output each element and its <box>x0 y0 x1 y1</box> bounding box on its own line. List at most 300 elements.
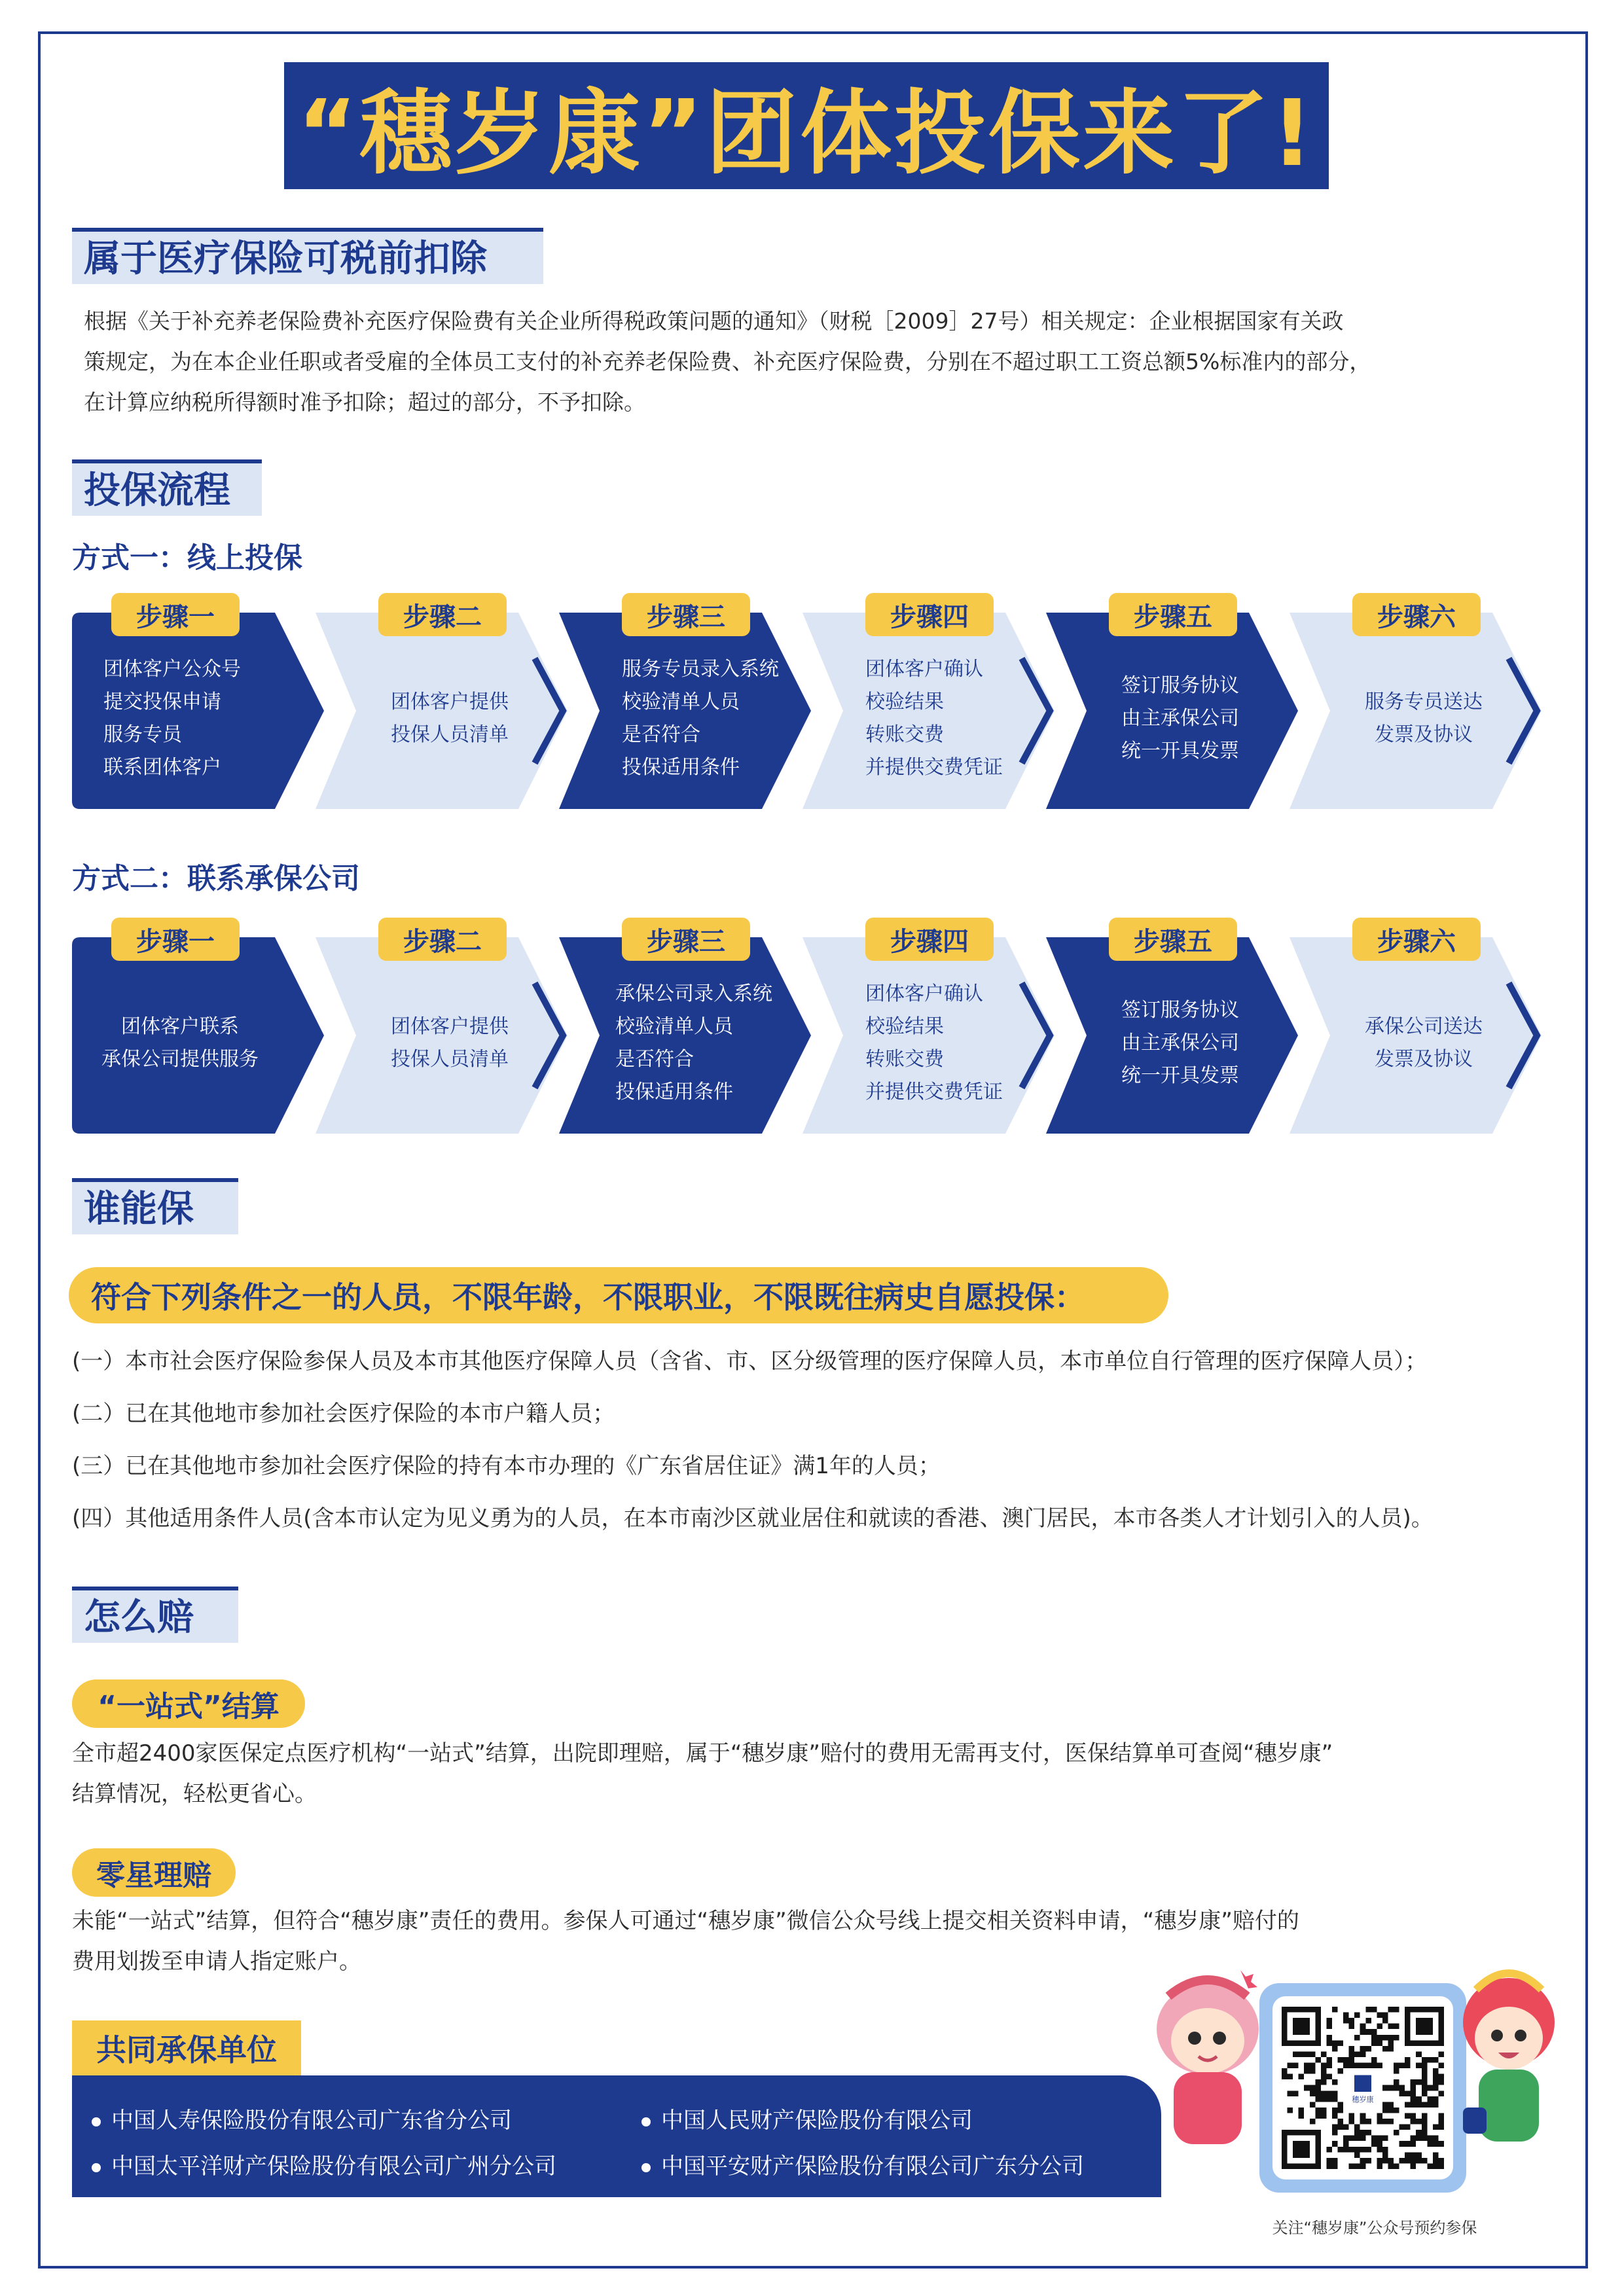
scattered-paragraph <box>72 1901 1551 1982</box>
qr-module <box>1422 2119 1428 2125</box>
step-label: 步骤六 <box>1352 918 1481 961</box>
qr-module <box>1422 2063 1428 2069</box>
qr-module <box>1433 2158 1439 2164</box>
qr-module <box>1416 2051 1422 2057</box>
qr-module <box>1365 2130 1371 2136</box>
process-heading-text: 投保流程 <box>84 469 230 512</box>
qr-module <box>1332 2108 1338 2113</box>
insurer-item <box>92 2102 512 2134</box>
qr-module <box>1411 2113 1416 2119</box>
qr-module <box>1326 2063 1332 2069</box>
qr-module <box>1377 2136 1382 2142</box>
qr-module <box>1315 2096 1321 2102</box>
qr-module <box>1405 2125 1411 2130</box>
qr-module <box>1416 2158 1422 2164</box>
qr-module <box>1321 2074 1327 2080</box>
qr-module <box>1349 2163 1355 2169</box>
tax-heading-text: 属于医疗保险可税前扣除 <box>84 238 487 280</box>
qr-module <box>1326 2057 1332 2063</box>
qr-module <box>1315 2108 1321 2113</box>
step-label: 步骤四 <box>865 593 994 636</box>
qr-module <box>1349 2024 1355 2030</box>
qr-module <box>1282 2074 1288 2080</box>
step-line: 团体客户确认 <box>865 982 983 1005</box>
condition-title: 符合下列条件之一的人员，不限年龄，不限职业，不限既往病史自愿投保： <box>69 1267 1168 1323</box>
qr-module <box>1433 2141 1439 2147</box>
qr-module <box>1343 2136 1349 2142</box>
step-line: 服务专员录入系统 <box>622 658 779 681</box>
qr-module <box>1388 2085 1394 2091</box>
step-line: 是否符合 <box>622 723 700 746</box>
qr-code-icon[interactable] <box>1282 2007 1444 2169</box>
qr-module <box>1332 2130 1338 2136</box>
qr-module <box>1315 2085 1321 2091</box>
qr-module <box>1382 2102 1388 2108</box>
scattered-claim-tag: 零星理赔 <box>72 1848 236 1897</box>
qr-module <box>1422 2130 1428 2136</box>
qr-module <box>1332 2046 1338 2052</box>
step-text <box>355 640 545 797</box>
step-line: 校验清单人员 <box>615 1015 733 1038</box>
qr-module <box>1326 2074 1332 2080</box>
qr-module <box>1326 2158 1332 2164</box>
qr-module <box>1427 2102 1433 2108</box>
qr-module <box>1304 2063 1310 2069</box>
method1-step-1 <box>72 593 327 809</box>
qr-module <box>1360 2046 1366 2052</box>
qr-module <box>1382 2158 1388 2164</box>
qr-module <box>1293 2090 1299 2096</box>
step-line: 发票及协议 <box>1375 1048 1473 1071</box>
qr-module <box>1349 2051 1355 2057</box>
step-line: 团体客户公众号 <box>103 658 241 681</box>
heading-accent-bar <box>72 228 543 232</box>
step-text <box>85 965 275 1122</box>
step-line: 提交投保申请 <box>103 691 221 713</box>
step-text <box>1085 965 1275 1122</box>
step-line: 是否符合 <box>615 1048 694 1071</box>
qr-module <box>1433 2102 1439 2108</box>
qr-module <box>1304 2051 1310 2057</box>
qr-module <box>1433 2085 1439 2091</box>
qr-module <box>1422 2074 1428 2080</box>
qr-module <box>1332 2079 1338 2085</box>
qr-module <box>1399 2063 1405 2069</box>
qr-module <box>1411 2096 1416 2102</box>
qr-module <box>1377 2147 1382 2153</box>
qr-module <box>1310 2102 1316 2108</box>
qr-module <box>1338 2102 1344 2108</box>
qr-module <box>1394 2063 1399 2069</box>
qr-module <box>1354 2013 1360 2018</box>
qr-module <box>1343 2018 1349 2024</box>
qr-module <box>1360 2163 1366 2169</box>
qr-module <box>1438 2074 1444 2080</box>
qr-module <box>1321 2108 1327 2113</box>
step-line: 统一开具发票 <box>1121 740 1239 762</box>
insurer-name: 中国人民财产保险股份有限公司 <box>661 2108 973 2134</box>
qr-module <box>1433 2163 1439 2169</box>
step-label: 步骤三 <box>622 918 750 961</box>
qr-module <box>1399 2085 1405 2091</box>
page-title: “穗岁康”团体投保来了! <box>297 80 1316 187</box>
qr-module <box>1394 2007 1399 2013</box>
tax-line: 根据《关于补充养老保险费补充医疗保险费有关企业所得税政策问题的通知》（财税［2009］27号）相关规定：企业根据国家有关政 <box>84 308 1344 334</box>
qr-module <box>1433 2136 1439 2142</box>
qr-module <box>1382 2013 1388 2018</box>
qr-module <box>1310 2063 1316 2069</box>
qr-module <box>1332 2113 1338 2119</box>
qr-module <box>1427 2085 1433 2091</box>
qr-module <box>1394 2163 1399 2169</box>
qr-module <box>1416 2119 1422 2125</box>
qr-module <box>1354 2163 1360 2169</box>
qr-module <box>1354 2063 1360 2069</box>
step-line: 签订服务协议 <box>1121 999 1239 1022</box>
qr-module <box>1365 2046 1371 2052</box>
qr-module <box>1349 2063 1355 2069</box>
step-text <box>865 640 1055 797</box>
qr-module <box>1388 2163 1394 2169</box>
step-label: 步骤四 <box>865 918 994 961</box>
qr-module <box>1343 2141 1349 2147</box>
qr-module <box>1411 2152 1416 2158</box>
qr-module <box>1438 2090 1444 2096</box>
qr-module <box>1365 2158 1371 2164</box>
qr-module <box>1377 2163 1382 2169</box>
qr-module <box>1394 2068 1399 2074</box>
qr-module <box>1411 2158 1416 2164</box>
qr-module <box>1365 2063 1371 2069</box>
qr-module <box>1354 2136 1360 2142</box>
qr-module <box>1310 2051 1316 2057</box>
qr-module <box>1321 2090 1327 2096</box>
step-line: 团体客户提供 <box>391 691 509 713</box>
qr-module <box>1338 2068 1344 2074</box>
onestop-paragraph <box>72 1733 1551 1814</box>
qr-module <box>1388 2119 1394 2125</box>
qr-module <box>1349 2046 1355 2052</box>
qr-module <box>1315 2057 1321 2063</box>
qr-module <box>1394 2035 1399 2041</box>
qr-module <box>1422 2079 1428 2085</box>
qr-module <box>1315 2113 1321 2119</box>
qr-module <box>1365 2018 1371 2024</box>
qr-module <box>1433 2125 1439 2130</box>
qr-module <box>1315 2090 1321 2096</box>
qr-module <box>1326 2024 1332 2030</box>
qr-module <box>1388 2035 1394 2041</box>
qr-module <box>1338 2040 1344 2046</box>
step-line: 校验清单人员 <box>622 691 740 713</box>
mascot-right-illustration <box>1450 1957 1568 2153</box>
qr-module <box>1338 2057 1344 2063</box>
qr-module <box>1438 2125 1444 2130</box>
qr-module <box>1411 2079 1416 2085</box>
qr-module <box>1360 2113 1366 2119</box>
qr-module <box>1377 2040 1382 2046</box>
method1-step-3 <box>559 593 814 809</box>
qr-module <box>1321 2051 1327 2057</box>
qr-module <box>1377 2141 1382 2147</box>
qr-module <box>1427 2136 1433 2142</box>
qr-module <box>1388 2040 1394 2046</box>
qr-module <box>1332 2125 1338 2130</box>
qr-module <box>1427 2057 1433 2063</box>
qr-module <box>1360 2029 1366 2035</box>
method2-step-2 <box>316 918 571 1134</box>
qr-module <box>1405 2102 1411 2108</box>
step-line: 服务专员 <box>103 723 182 746</box>
qr-module <box>1354 2147 1360 2153</box>
qr-module <box>1427 2096 1433 2102</box>
qr-module <box>1349 2136 1355 2142</box>
qr-module <box>1438 2113 1444 2119</box>
qr-module <box>1416 2096 1422 2102</box>
tax-paragraph <box>84 301 1550 423</box>
qr-module <box>1293 2063 1299 2069</box>
qr-module <box>1399 2141 1405 2147</box>
qr-module <box>1377 2119 1382 2125</box>
qr-module <box>1405 2141 1411 2147</box>
qr-module <box>1388 2108 1394 2113</box>
qr-module <box>1422 2085 1428 2091</box>
qr-module <box>1321 2113 1327 2119</box>
method2-step-3 <box>559 918 814 1134</box>
qr-module <box>1360 2136 1366 2142</box>
qr-module <box>1416 2102 1422 2108</box>
qr-module <box>1343 2057 1349 2063</box>
step-line: 团体客户联系 <box>121 1015 239 1038</box>
qr-module <box>1338 2108 1344 2113</box>
step-line: 统一开具发票 <box>1121 1064 1239 1087</box>
qr-module <box>1433 2074 1439 2080</box>
qr-module <box>1321 2096 1327 2102</box>
step-line: 投保适用条件 <box>615 1081 733 1103</box>
qr-module <box>1288 2063 1293 2069</box>
who-heading-text: 谁能保 <box>84 1188 194 1230</box>
qr-module <box>1405 2063 1411 2069</box>
qr-module <box>1332 2040 1338 2046</box>
insurer-item <box>641 2148 1084 2180</box>
insurer-name: 中国太平洋财产保险股份有限公司广州分公司 <box>111 2153 556 2179</box>
qr-module <box>1433 2057 1439 2063</box>
condition-item: (二）已在其他地市参加社会医疗保险的本市户籍人员； <box>72 1401 615 1427</box>
heading-accent-bar <box>72 1178 238 1182</box>
qr-module <box>1388 2024 1394 2030</box>
qr-module <box>1310 2068 1316 2074</box>
qr-module <box>1332 2163 1338 2169</box>
mascot-left-illustration <box>1142 1957 1273 2153</box>
qr-module <box>1422 2102 1428 2108</box>
qr-module <box>1360 2158 1366 2164</box>
qr-module <box>1433 2068 1439 2074</box>
qr-module <box>1371 2029 1377 2035</box>
qr-module <box>1349 2147 1355 2153</box>
qr-module <box>1405 2152 1411 2158</box>
claim-section-heading <box>72 1587 238 1643</box>
qr-module <box>1354 2125 1360 2130</box>
qr-module <box>1416 2136 1422 2142</box>
qr-module <box>1416 2079 1422 2085</box>
qr-module <box>1422 2090 1428 2096</box>
qr-module <box>1377 2024 1382 2030</box>
bullet-icon <box>641 2117 651 2126</box>
step-line: 发票及协议 <box>1375 723 1473 746</box>
method2-step-6 <box>1290 918 1545 1134</box>
qr-module <box>1382 2018 1388 2024</box>
qr-module <box>1371 2057 1377 2063</box>
onestop-line: 结算情况，轻松更省心。 <box>72 1781 317 1807</box>
scattered-line: 未能“一站式”结算，但符合“穗岁康”责任的费用。参保人可通过“穗岁康”微信公众号线上提交相关资料申请，“穗岁康”赔付的 <box>72 1908 1299 1934</box>
insurer-name: 中国人寿保险股份有限公司广东省分公司 <box>111 2108 512 2134</box>
bullet-icon <box>92 2163 101 2172</box>
qr-module <box>1377 2063 1382 2069</box>
qr-module <box>1388 2007 1394 2013</box>
qr-module <box>1343 2147 1349 2153</box>
tax-line: 策规定，为在本企业任职或者受雇的全体员工支付的补充养老保险费、补充医疗保险费，分别在不超过职工工资总额5%标准内的部分， <box>84 349 1371 374</box>
qr-module <box>1343 2063 1349 2069</box>
qr-module <box>1438 2079 1444 2085</box>
qr-module <box>1354 2035 1360 2041</box>
step-text <box>615 965 805 1122</box>
qr-module <box>1411 2136 1416 2142</box>
qr-module <box>1399 2090 1405 2096</box>
qr-module <box>1310 2119 1316 2125</box>
step-line: 投保人员清单 <box>391 723 509 746</box>
qr-module <box>1365 2029 1371 2035</box>
qr-module <box>1394 2130 1399 2136</box>
step-line: 团体客户提供 <box>391 1015 509 1038</box>
qr-module <box>1299 2113 1305 2119</box>
qr-module <box>1332 2158 1338 2164</box>
method2-step-4 <box>803 918 1058 1134</box>
qr-module <box>1405 2057 1411 2063</box>
qr-finder <box>1293 2018 1310 2035</box>
qr-module <box>1360 2024 1366 2030</box>
qr-module <box>1360 2063 1366 2069</box>
qr-module <box>1438 2119 1444 2125</box>
insurer-item <box>641 2102 973 2134</box>
qr-module <box>1438 2163 1444 2169</box>
qr-module <box>1371 2141 1377 2147</box>
step-text <box>355 965 545 1122</box>
onestop-line: 全市超2400家医保定点医疗机构“一站式”结算，出院即理赔，属于“穗岁康”赔付的费用无需再支付，医保结算单可查阅“穗岁康” <box>72 1740 1333 1767</box>
qr-module <box>1422 2113 1428 2119</box>
step-label: 步骤三 <box>622 593 750 636</box>
insurer-name: 中国平安财产保险股份有限公司广东分公司 <box>661 2153 1084 2179</box>
qr-module <box>1371 2035 1377 2041</box>
step-line: 并提供交费凭证 <box>865 756 1003 779</box>
scattered-line: 费用划拨至申请人指定账户。 <box>72 1948 361 1975</box>
qr-module <box>1416 2130 1422 2136</box>
qr-module <box>1338 2125 1344 2130</box>
qr-module <box>1411 2141 1416 2147</box>
qr-module <box>1332 2090 1338 2096</box>
qr-module <box>1338 2147 1344 2153</box>
qr-module <box>1388 2046 1394 2052</box>
qr-logo-text: 穗岁康 <box>1352 2095 1374 2104</box>
qr-module <box>1438 2141 1444 2147</box>
qr-module <box>1433 2079 1439 2085</box>
qr-module <box>1326 2018 1332 2024</box>
step-line: 校验结果 <box>865 691 944 713</box>
qr-module <box>1427 2141 1433 2147</box>
qr-module <box>1321 2063 1327 2069</box>
method2-steps <box>72 918 1551 1134</box>
step-label: 步骤六 <box>1352 593 1481 636</box>
step-line: 承保公司送达 <box>1365 1015 1483 1038</box>
qr-module <box>1411 2102 1416 2108</box>
qr-module <box>1326 2035 1332 2041</box>
qr-module <box>1394 2085 1399 2091</box>
step-line: 投保适用条件 <box>622 756 740 779</box>
qr-module <box>1422 2125 1428 2130</box>
qr-module <box>1315 2079 1321 2085</box>
step-line: 校验结果 <box>865 1015 944 1038</box>
method2-step-1 <box>72 918 327 1134</box>
qr-module <box>1326 2096 1332 2102</box>
qr-caption: 关注“穗岁康”公众号预约参保 <box>1272 2219 1477 2237</box>
qr-module <box>1388 2158 1394 2164</box>
qr-module <box>1365 2147 1371 2153</box>
qr-module <box>1433 2152 1439 2158</box>
qr-module <box>1405 2090 1411 2096</box>
qr-module <box>1326 2040 1332 2046</box>
qr-module <box>1394 2079 1399 2085</box>
method1-steps <box>72 593 1551 809</box>
qr-module <box>1304 2085 1310 2091</box>
step-line: 转账交费 <box>865 723 944 746</box>
qr-module <box>1405 2158 1411 2164</box>
qr-module <box>1349 2119 1355 2125</box>
step-line: 并提供交费凭证 <box>865 1081 1003 1103</box>
qr-module <box>1422 2068 1428 2074</box>
qr-module <box>1377 2035 1382 2041</box>
qr-module <box>1377 2013 1382 2018</box>
qr-module <box>1422 2158 1428 2164</box>
bullet-icon <box>641 2163 651 2172</box>
qr-module <box>1382 2085 1388 2091</box>
heading-accent-bar <box>72 459 262 463</box>
qr-module <box>1371 2007 1377 2013</box>
bullet-icon <box>92 2117 101 2126</box>
method1-step-6 <box>1290 593 1545 809</box>
qr-module <box>1332 2007 1338 2013</box>
qr-module <box>1360 2147 1366 2153</box>
qr-module <box>1382 2108 1388 2113</box>
qr-module <box>1310 2090 1316 2096</box>
qr-module <box>1411 2163 1416 2169</box>
qr-module <box>1438 2051 1444 2057</box>
qr-module <box>1411 2119 1416 2125</box>
qr-module <box>1438 2158 1444 2164</box>
qr-module <box>1288 2090 1293 2096</box>
method2-title: 方式二：联系承保公司 <box>72 862 360 895</box>
step-text <box>865 965 1055 1122</box>
qr-module <box>1338 2119 1344 2125</box>
step-line: 投保人员清单 <box>391 1048 509 1071</box>
condition-item: (三）已在其他地市参加社会医疗保险的持有本市办理的《广东省居住证》满1年的人员； <box>72 1453 941 1479</box>
qr-module <box>1411 2090 1416 2096</box>
qr-module <box>1433 2096 1439 2102</box>
qr-module <box>1388 2102 1394 2108</box>
qr-module <box>1422 2136 1428 2142</box>
qr-module <box>1354 2130 1360 2136</box>
process-section-heading <box>72 459 262 516</box>
step-line: 联系团体客户 <box>103 756 221 779</box>
qr-module <box>1349 2057 1355 2063</box>
